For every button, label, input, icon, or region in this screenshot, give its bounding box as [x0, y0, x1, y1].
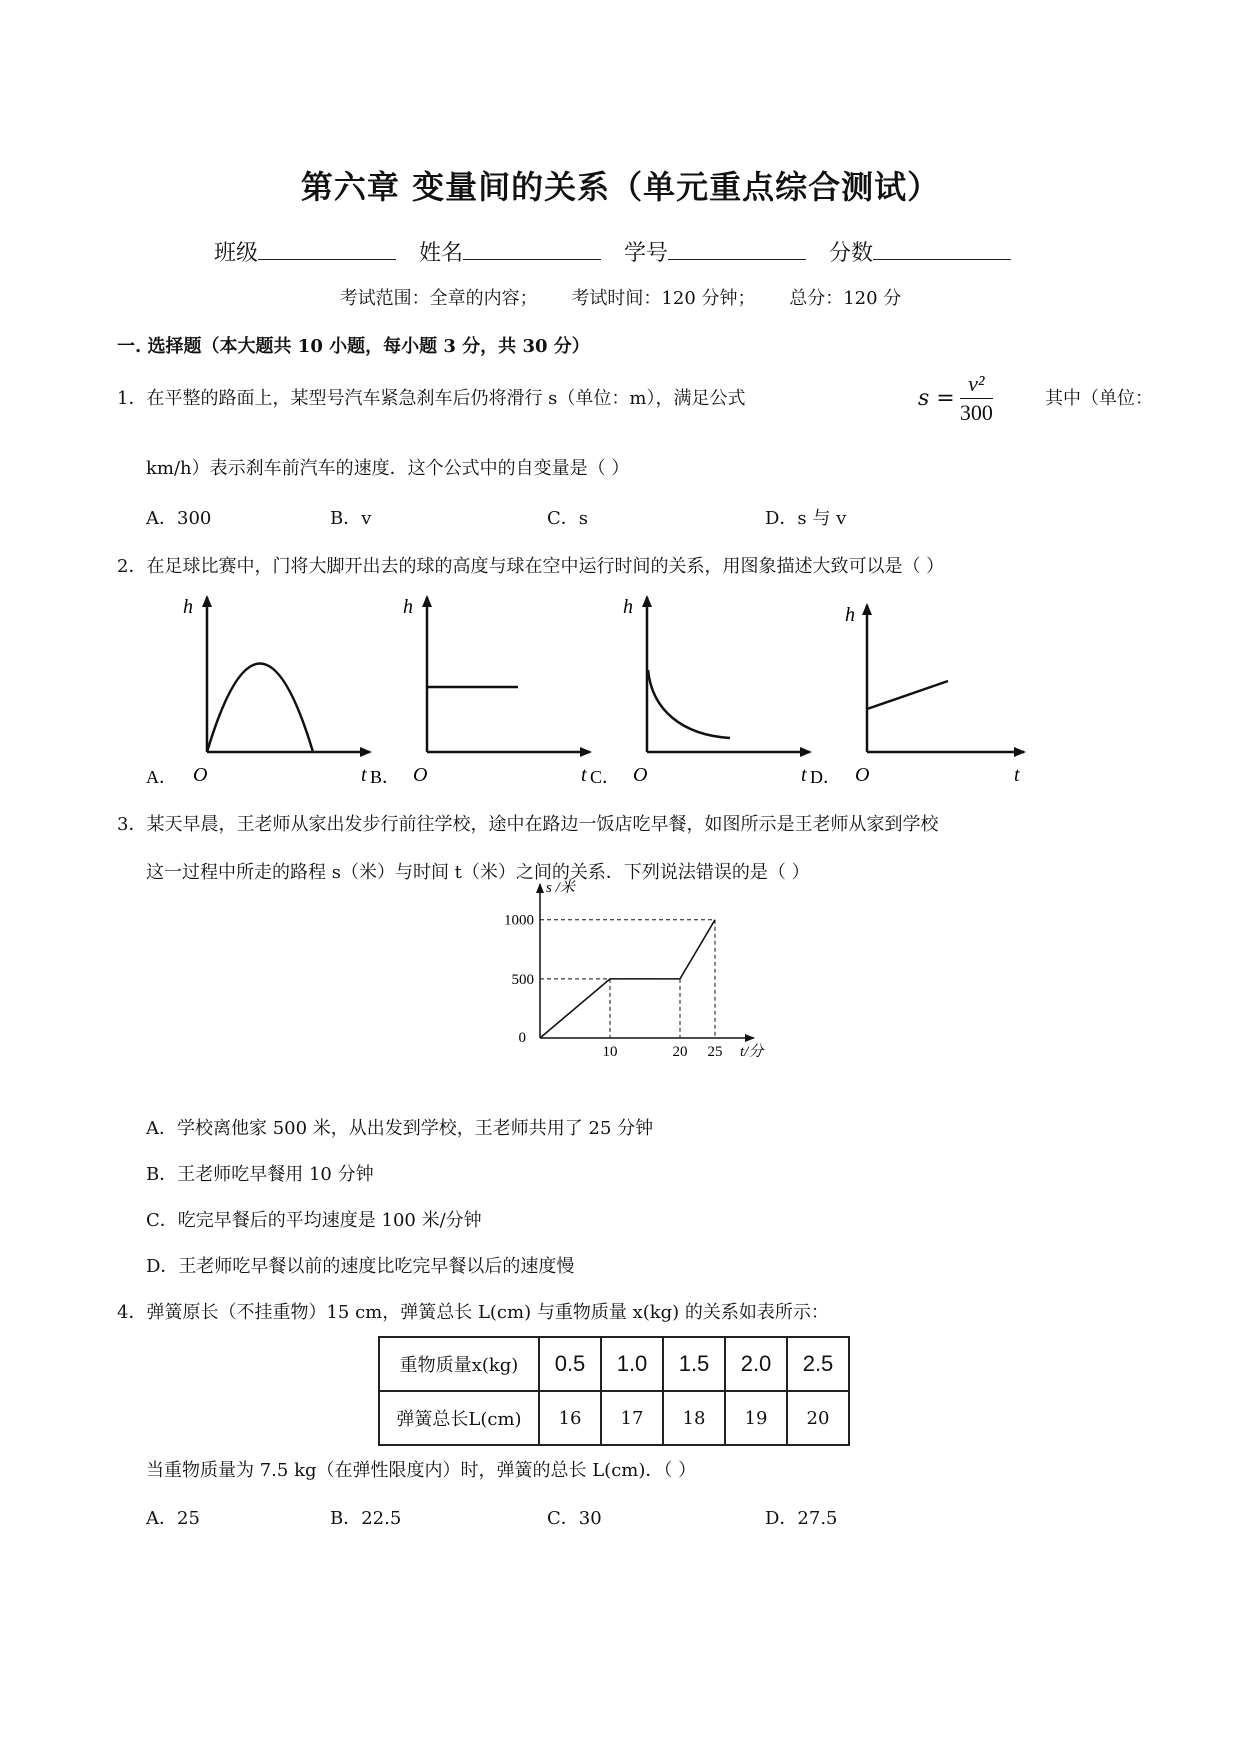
graph-c-option-label: C．	[590, 767, 621, 787]
q1-option-d[interactable]: D．s 与 v	[765, 508, 847, 529]
q1-option-c[interactable]: C．s	[547, 508, 589, 529]
q4-option-c[interactable]: C．30	[547, 1508, 602, 1529]
field-label-student-id: 学号	[624, 241, 669, 266]
table-row	[379, 1391, 849, 1445]
table-cell: 17	[601, 1391, 663, 1445]
chart-series-line	[540, 920, 715, 1038]
formula-numerator: v²	[960, 370, 993, 399]
exam-time: 考试时间：120 分钟；	[571, 288, 756, 309]
graph-d-x-label: t	[1014, 764, 1020, 786]
graph-b-y-label: h	[403, 596, 413, 618]
graph-b-origin: O	[413, 764, 428, 786]
graph-d-origin: O	[855, 764, 870, 786]
class-blank[interactable]	[258, 239, 396, 260]
q1-text-c: km/h）表示刹车前汽车的速度．这个公式中的自变量是（ ）	[146, 458, 630, 479]
q4-option-d[interactable]: D．27.5	[765, 1508, 838, 1529]
section-title: 一. 选择题（本大题共 10 小题，每小题 3 分，共 30 分）	[117, 336, 590, 357]
q1-formula	[918, 370, 993, 427]
graph-b[interactable]	[370, 596, 590, 787]
exam-info	[0, 284, 1241, 310]
graph-a-option-label: A．	[146, 767, 177, 787]
student-id-blank[interactable]	[668, 239, 806, 260]
q3-option-c[interactable]: C．吃完早餐后的平均速度是 100 米/分钟	[146, 1210, 482, 1231]
table-cell: 0.5	[539, 1337, 601, 1391]
q3-text-a: 某天早晨，王老师从家出发步行前往学校，途中在路边一饭店吃早餐，如图所示是王老师从家到学校	[146, 814, 939, 835]
score-blank[interactable]	[873, 239, 1011, 260]
q1-option-a[interactable]: A．300	[146, 508, 212, 529]
q1-text-a: 在平整的路面上，某型号汽车紧急刹车后仍将滑行 s（单位：m），满足公式	[146, 388, 746, 409]
exam-scope: 考试范围：全章的内容；	[339, 288, 538, 309]
q4-text-a: 弹簧原长（不挂重物）15 cm，弹簧总长 L(cm) 与重物质量 x(kg) 的关系如表所示：	[146, 1302, 829, 1323]
q3-option-a[interactable]: A．学校离他家 500 米，从出发到学校，王老师共用了 25 分钟	[146, 1118, 654, 1139]
q4-text-b: 当重物质量为 7.5 kg（在弹性限度内）时，弹簧的总长 L(cm)．（ ）	[146, 1460, 697, 1481]
chart-x-tick-label: 25	[707, 1044, 723, 1060]
chart-origin-label: 0	[518, 1030, 526, 1046]
graph-c-decay-curve	[648, 670, 730, 738]
table-cell: 19	[725, 1391, 787, 1445]
exam-total: 总分：120 分	[789, 288, 902, 309]
spring-table	[378, 1336, 850, 1446]
field-label-name: 姓名	[418, 241, 463, 266]
chart-y-axis-label: s /米	[546, 880, 575, 896]
table-cell: 1.0	[601, 1337, 663, 1391]
q3-distance-time-chart	[480, 880, 800, 1070]
q2-line	[117, 552, 944, 578]
q2-number: 2．	[117, 556, 147, 577]
chart-x-tick-label: 20	[672, 1044, 688, 1060]
graph-d-rising-line	[867, 681, 948, 709]
graph-a-x-label: t	[361, 764, 367, 786]
graph-a-origin: O	[193, 764, 208, 786]
graph-a[interactable]	[146, 596, 370, 787]
formula-denominator: 300	[959, 400, 993, 425]
q3-option-d[interactable]: D．王老师吃早餐以前的速度比吃完早餐以后的速度慢	[146, 1256, 575, 1277]
graph-c[interactable]	[590, 596, 810, 787]
q4-option-b[interactable]: B．22.5	[330, 1508, 402, 1529]
graph-d-option-label: D．	[810, 767, 841, 787]
table-cell: 18	[663, 1391, 725, 1445]
graph-a-y-label: h	[183, 596, 193, 618]
table-row	[379, 1337, 849, 1391]
table-cell: 16	[539, 1391, 601, 1445]
q3-option-b[interactable]: B．王老师吃早餐用 10 分钟	[146, 1164, 374, 1185]
table-header-mass: 重物质量x(kg)	[379, 1337, 539, 1391]
graph-b-option-label: B．	[370, 767, 401, 787]
q1-text-b: 其中（单位：	[1045, 388, 1153, 409]
graph-a-parabola-curve	[207, 664, 313, 753]
q3-text-b: 这一过程中所走的路程 s（米）与时间 t（米）之间的关系．下列说法错误的是（ ）	[146, 862, 810, 883]
q3-line1	[117, 810, 938, 836]
q2-text: 在足球比赛中，门将大脚开出去的球的高度与球在空中运行时间的关系，用图象描述大致可以是（ ）	[146, 556, 945, 577]
graph-c-origin: O	[633, 764, 648, 786]
student-info-fields	[0, 236, 1241, 267]
name-blank[interactable]	[463, 239, 601, 260]
chart-y-tick-label: 500	[511, 971, 534, 988]
graph-c-x-label: t	[801, 764, 807, 786]
q1-option-b[interactable]: B．v	[330, 508, 372, 529]
field-label-score: 分数	[829, 241, 874, 266]
page-title: 第六章 变量间的关系（单元重点综合测试）	[300, 168, 941, 206]
q4-line1	[117, 1298, 829, 1324]
chart-x-tick-label: 10	[602, 1044, 618, 1060]
table-cell: 20	[787, 1391, 849, 1445]
q1-line1	[117, 384, 745, 410]
field-label-class: 班级	[213, 241, 258, 266]
graph-b-x-label: t	[581, 764, 587, 786]
q3-number: 3．	[117, 814, 147, 835]
chart-y-tick-label: 1000	[504, 912, 534, 929]
graph-d-y-label: h	[845, 604, 855, 626]
q2-graphs	[0, 585, 1241, 795]
q4-option-a[interactable]: A．25	[146, 1508, 200, 1529]
formula-lhs: s =	[918, 386, 955, 411]
q4-number: 4．	[117, 1302, 147, 1323]
graph-d[interactable]	[810, 604, 1024, 787]
q1-number: 1．	[117, 388, 147, 409]
table-cell: 1.5	[663, 1337, 725, 1391]
table-cell: 2.5	[787, 1337, 849, 1391]
table-header-length: 弹簧总长L(cm)	[379, 1391, 539, 1445]
table-cell: 2.0	[725, 1337, 787, 1391]
formula-fraction	[960, 370, 993, 427]
chart-x-axis-label: t/分	[740, 1044, 764, 1060]
graph-c-y-label: h	[623, 596, 633, 618]
